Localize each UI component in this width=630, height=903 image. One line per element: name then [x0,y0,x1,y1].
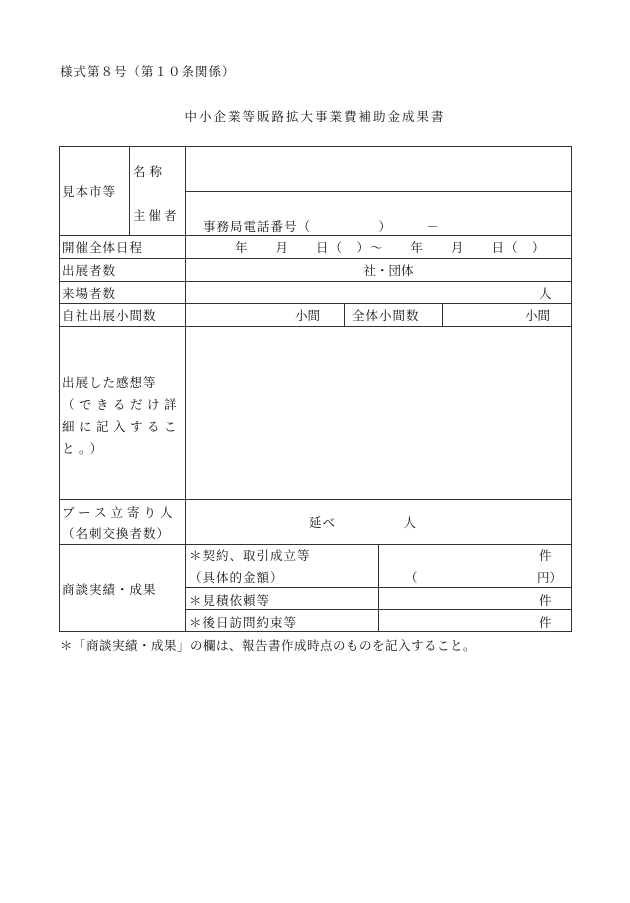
amount-open-paren[interactable]: （ [405,570,418,585]
impressions-label-line-1: 出展した感想等 [62,375,157,390]
booth-visitors-label-line-1: ブース立寄り人 [62,505,177,520]
document-title: 中小企業等販路拡大事業費補助金成果書 [184,109,446,124]
footer-note: ＊「商談実績・成果」の欄は、報告書作成時点のものを記入すること。 [60,638,477,653]
contracts-label: ＊契約、取引成立等 [189,548,311,563]
estimates-label: ＊見積依頼等 [189,593,271,608]
organizer-label: 主催者 [133,208,180,223]
row-divider [59,258,572,259]
results-label: 商談実績・成果 [62,582,157,597]
booth-visitors-field[interactable]: 延べ 人 [309,515,418,530]
venue-name-label: 名称 [133,164,167,179]
row-divider [59,544,572,545]
visitors-label: 来場者数 [62,286,117,301]
table-border-left [59,146,60,632]
row-divider [185,191,572,192]
row-divider [59,235,572,236]
office-phone-field[interactable]: 事務局電話番号（ ） － [203,219,440,234]
amount-unit[interactable]: 円） [537,570,563,585]
report-table [59,146,572,632]
booth-visitors-label-line-2: （名刺交換者数） [62,526,171,541]
impressions-label-line-2: （できるだけ詳 [62,397,182,412]
total-booths-unit[interactable]: 小間 [525,308,551,323]
visits-label: ＊後日訪問約束等 [189,615,298,630]
contracts-unit[interactable]: 件 [539,548,552,563]
impressions-field[interactable] [186,327,571,499]
impressions-label-line-3: 細に記入するこ [62,419,182,434]
estimates-unit[interactable]: 件 [539,593,552,608]
form-number: 様式第８号（第１０条関係） [60,64,236,79]
col-divider [378,544,379,632]
exhibitors-unit[interactable]: 社・団体 [363,263,414,278]
impressions-label-line-4: と。） [62,441,107,456]
row-divider [59,499,572,500]
exhibitors-label: 出展者数 [62,263,117,278]
col-divider [344,303,345,326]
col-divider [442,303,443,326]
visitors-unit[interactable]: 人 [539,286,552,301]
own-booths-label: 自社出展小間数 [62,308,157,323]
table-border-right [571,146,572,632]
amount-label: （具体的金額） [189,570,284,585]
col-divider [129,146,130,235]
schedule-label: 開催全体日程 [62,240,144,255]
total-booths-label: 全体小間数 [352,308,420,323]
row-divider [59,281,572,282]
schedule-field[interactable]: 年 月 日（ ）～ 年 月 日（ ） [235,240,546,255]
venue-label: 見本市等 [62,184,117,199]
table-border-bottom [59,631,572,632]
venue-name-field[interactable] [186,147,571,191]
row-divider [59,303,572,304]
visits-unit[interactable]: 件 [539,615,552,630]
own-booths-unit[interactable]: 小間 [295,308,321,323]
